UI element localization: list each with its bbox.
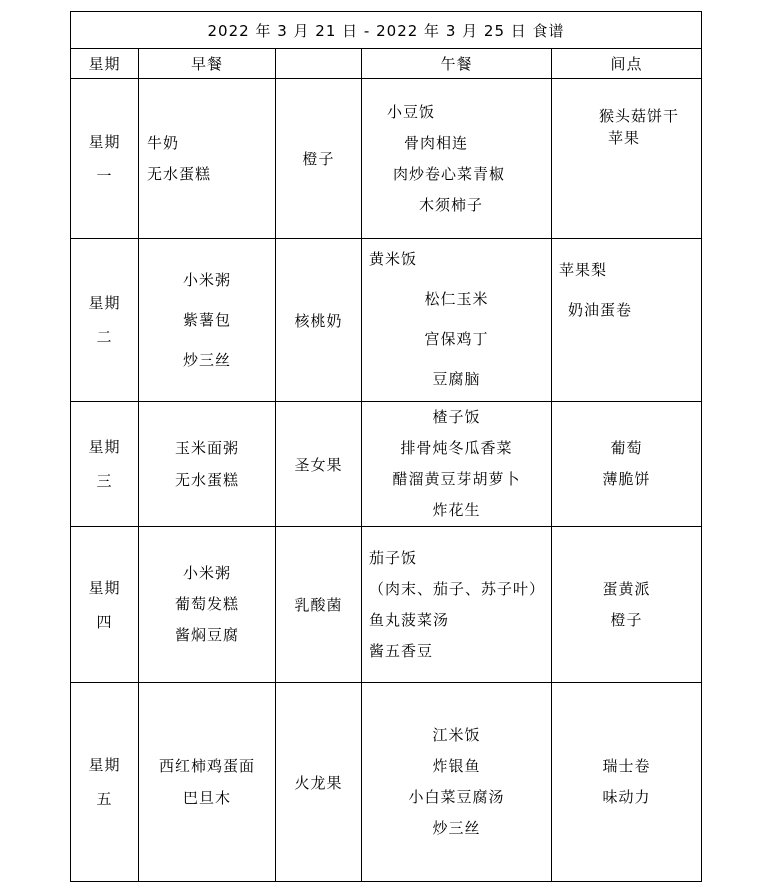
title-row: [71, 12, 702, 49]
snack-cell: [552, 239, 702, 402]
menu-item: （肉末、茄子、苏子叶）: [369, 579, 546, 598]
lunch-cell: [362, 79, 552, 239]
menu-item: 宫保鸡丁: [424, 330, 489, 348]
menu-item: 紫薯包: [182, 311, 231, 329]
day-label: 星期: [88, 756, 121, 774]
breakfast-cell: [139, 527, 276, 683]
lunch-cell: [362, 683, 552, 882]
menu-item: 茄子饭: [369, 548, 418, 567]
menu-item: 排骨炖冬瓜香菜: [400, 439, 513, 457]
menu-item: 无水蛋糕: [147, 164, 212, 183]
day-label: 星期: [88, 578, 121, 597]
menu-item: 江米饭: [432, 726, 481, 744]
menu-item: 豆腐脑: [432, 370, 481, 388]
menu-item: 鱼丸菠菜汤: [369, 610, 450, 629]
day-label: 星期: [88, 132, 121, 151]
menu-item: 牛奶: [147, 133, 180, 152]
menu-item: 楂子饭: [432, 408, 481, 426]
menu-item: 骨肉相连: [404, 133, 469, 152]
extra-cell: 火龙果: [276, 683, 362, 882]
menu-item: 炸银鱼: [432, 757, 481, 775]
snack-cell: [552, 402, 702, 527]
menu-item: 苹果: [608, 129, 641, 147]
day-label: 星期: [88, 294, 121, 312]
extra-cell: 乳酸菌: [276, 527, 362, 683]
day-cell: [71, 79, 139, 239]
lunch-cell: [362, 527, 552, 683]
menu-item: 炒三丝: [182, 351, 231, 369]
header-day: 星期: [71, 49, 139, 79]
extra-cell: 圣女果: [276, 402, 362, 527]
menu-item: 薄脆饼: [602, 470, 651, 488]
menu-item: 玉米面粥: [174, 439, 239, 457]
menu-item: 木须柿子: [419, 195, 484, 214]
menu-item: 葡萄: [610, 439, 643, 457]
header-row: [71, 49, 702, 79]
header-breakfast: 早餐: [139, 49, 276, 79]
menu-item: 奶油蛋卷: [568, 301, 633, 319]
menu-item: 无水蛋糕: [174, 471, 239, 489]
lunch-cell: [362, 239, 552, 402]
menu-item: 猴头菇饼干: [599, 107, 680, 125]
table-row: [71, 402, 702, 527]
menu-item: 蛋黄派: [602, 579, 651, 598]
menu-item: 苹果梨: [559, 261, 608, 279]
menu-item: 橙子: [610, 610, 643, 629]
table-row: [71, 527, 702, 683]
snack-cell: [552, 79, 702, 239]
menu-item: 炒三丝: [432, 819, 481, 837]
menu-item: 肉炒卷心菜青椒: [393, 164, 506, 183]
breakfast-cell: [139, 683, 276, 882]
menu-item: 葡萄发糕: [174, 595, 239, 613]
menu-item: 小白菜豆腐汤: [408, 788, 505, 806]
day-cell: [71, 239, 139, 402]
extra-cell: 橙子: [276, 79, 362, 239]
day-cell: [71, 402, 139, 527]
menu-item: 小米粥: [182, 564, 231, 582]
breakfast-cell: [139, 239, 276, 402]
menu-item: 小米粥: [182, 271, 231, 289]
snack-cell: [552, 527, 702, 683]
day-number: 二: [96, 328, 113, 346]
menu-item: 酱焖豆腐: [174, 626, 239, 644]
snack-cell: [552, 683, 702, 882]
extra-cell: 核桃奶: [276, 239, 362, 402]
day-label: 星期: [88, 438, 121, 456]
menu-title: 2022 年 3 月 21 日 - 2022 年 3 月 25 日 食谱: [71, 12, 702, 49]
menu-item: 松仁玉米: [424, 290, 489, 308]
day-number: 一: [96, 166, 113, 185]
menu-item: 炸花生: [432, 501, 481, 519]
header-extra: [276, 49, 362, 79]
menu-item: 小豆饭: [387, 102, 436, 121]
day-cell: [71, 683, 139, 882]
lunch-cell: [362, 402, 552, 527]
table-row: [71, 683, 702, 882]
menu-item: 醋溜黄豆芽胡萝卜: [392, 470, 521, 488]
menu-item: 西红柿鸡蛋面: [158, 757, 255, 775]
menu-item: 瑞士卷: [602, 757, 651, 775]
day-number: 三: [96, 472, 113, 490]
menu-item: 巴旦木: [182, 789, 231, 807]
day-cell: [71, 527, 139, 683]
menu-item: 黄米饭: [369, 250, 418, 268]
day-number: 五: [96, 790, 113, 808]
breakfast-cell: [139, 79, 276, 239]
day-number: 四: [96, 612, 113, 631]
table-row: [71, 239, 702, 402]
header-lunch: 午餐: [362, 49, 552, 79]
menu-item: 酱五香豆: [369, 641, 434, 660]
breakfast-cell: [139, 402, 276, 527]
menu-item: 味动力: [602, 788, 651, 806]
header-snack: 间点: [552, 49, 702, 79]
weekly-menu-table: [70, 11, 702, 882]
table-row: [71, 79, 702, 239]
